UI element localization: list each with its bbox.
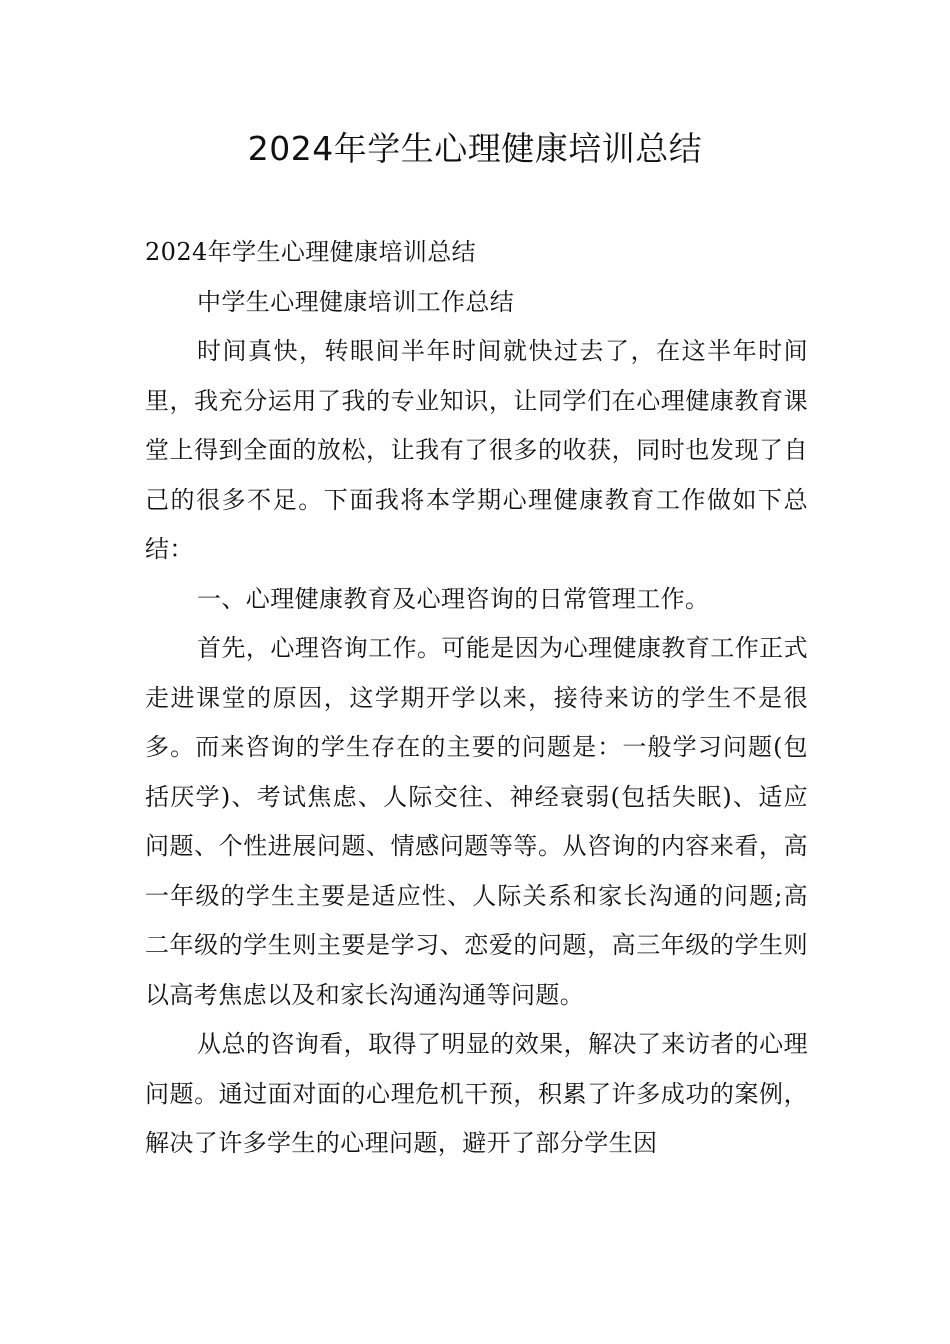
document-body <box>145 228 808 1169</box>
document-title: 2024年学生心理健康培训总结 <box>247 129 703 168</box>
document-subtitle: 2024年学生心理健康培训总结 <box>145 238 477 266</box>
paragraph-counseling: 首先，心理咨询工作。可能是因为心理健康教育工作正式走进课堂的原因，这学期开学以来，接待来访的学生不是很多。而来咨询的学生存在的主要的问题是：一般学习问题(包括厌学)、考试焦虑、人际交往、神经衰弱(包括失眠)、适应问题、个性进展问题、情感问题等等。从咨询的内容来看，高一年级的学生主要是适应性、人际关系和家长沟通的问题;高二年级的学生则主要是学习、恋爱的问题，高三年级的学生则以高考焦虑以及和家长沟通沟通等问题。 <box>145 634 808 1009</box>
paragraph-results: 从总的咨询看，取得了明显的效果，解决了来访者的心理问题。通过面对面的心理危机干预，积累了许多成功的案例，解决了许多学生的心理问题，避开了部分学生因 <box>145 1030 808 1157</box>
paragraph-intro: 时间真快，转眼间半年时间就快过去了，在这半年时间里，我充分运用了我的专业知识，让同学们在心理健康教育课堂上得到全面的放松，让我有了很多的收获，同时也发现了自己的很多不足。下面我将本学期心理健康教育工作做如下总结： <box>145 337 808 563</box>
paragraph-section-one-heading: 一、心理健康教育及心理咨询的日常管理工作。 <box>197 584 710 613</box>
section-heading: 中学生心理健康培训工作总结 <box>197 287 515 316</box>
